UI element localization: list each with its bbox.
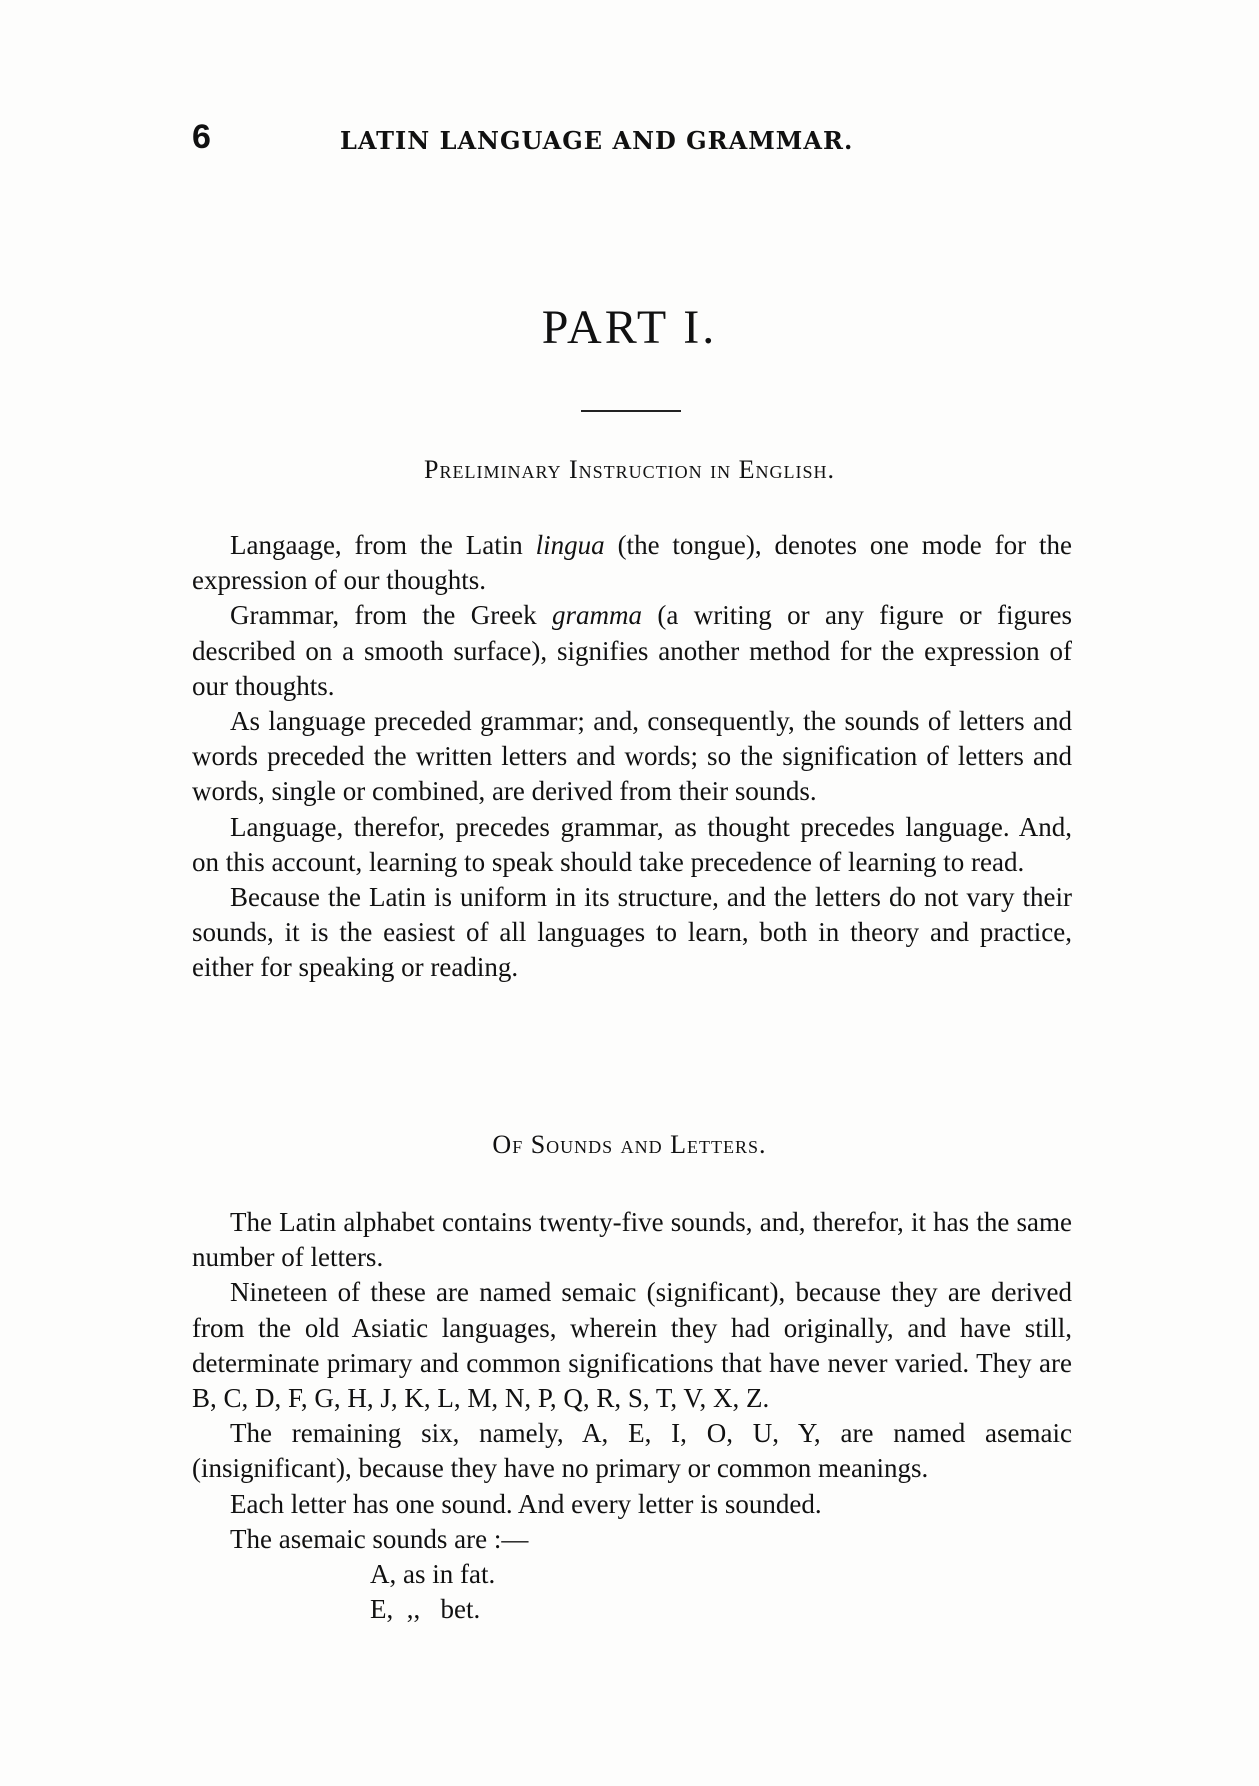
- section-heading-sounds: Of Sounds and Letters.: [492, 1130, 767, 1159]
- paragraph: [192, 528, 1072, 598]
- paragraph: [192, 598, 1072, 704]
- paragraph: Each letter has one sound. And every letter is sounded.: [230, 1488, 822, 1519]
- paragraph-text: (the tongue), denotes one mode for the expression of our thoughts.: [192, 530, 1072, 596]
- list-item: A, as in fat.: [370, 1559, 496, 1590]
- paragraph: The remaining six, namely, A, E, I, O, U, Y, are named asemaic (insignificant), because they have no primary or common meanings.: [192, 1418, 1072, 1484]
- part-title: PART I.: [541, 301, 718, 354]
- list-item: E, ,, bet.: [370, 1594, 481, 1625]
- paragraph: Language, therefor, precedes grammar, as thought precedes language. And, on this account, learning to speak should take precedence of learning to read.: [192, 811, 1072, 877]
- paragraph-text: (a writing or any figure or figures described on a smooth surface), signifies another method for the expression of our thoughts.: [192, 600, 1072, 701]
- paragraph: The Latin alphabet contains twenty-five sounds, and, therefor, it has the same number of letters.: [192, 1207, 1072, 1273]
- section-body-sounds: [192, 1205, 1072, 1627]
- page-header: [192, 118, 932, 158]
- paragraph: Because the Latin is uniform in its structure, and the letters do not vary their sounds, it is the easiest of all languages to learn, both in theory and practice, either for speaking or reading.: [192, 882, 1072, 983]
- italic-term: lingua: [535, 530, 605, 560]
- title-rule: [581, 410, 681, 412]
- paragraph: The asemaic sounds are :—: [230, 1523, 529, 1554]
- paragraph: As language preceded grammar; and, consequently, the sounds of letters and words preceded the written letters and words; so the signification of letters and words, single or combined, are derived from their sounds.: [192, 706, 1072, 807]
- italic-term: gramma: [552, 600, 643, 631]
- paragraph-text: Grammar, from the Greek: [230, 600, 553, 631]
- section-body-preliminary: [192, 528, 1072, 986]
- section-heading-preliminary: Preliminary Instruction in English.: [424, 455, 835, 484]
- paragraph: Nineteen of these are named semaic (significant), because they are derived from the old Asiatic languages, wherein they had originally, and have still, determinate primary and common significations that have never varied. They are B, C, D, F, G, H, J, K, L, M, N, P, Q, R, S, T, V, X, Z.: [192, 1277, 1072, 1414]
- page-number: 6: [192, 118, 212, 156]
- running-head: LATIN LANGUAGE AND GRAMMAR.: [340, 126, 854, 155]
- paragraph-text: Langaage, from the Latin: [230, 530, 536, 560]
